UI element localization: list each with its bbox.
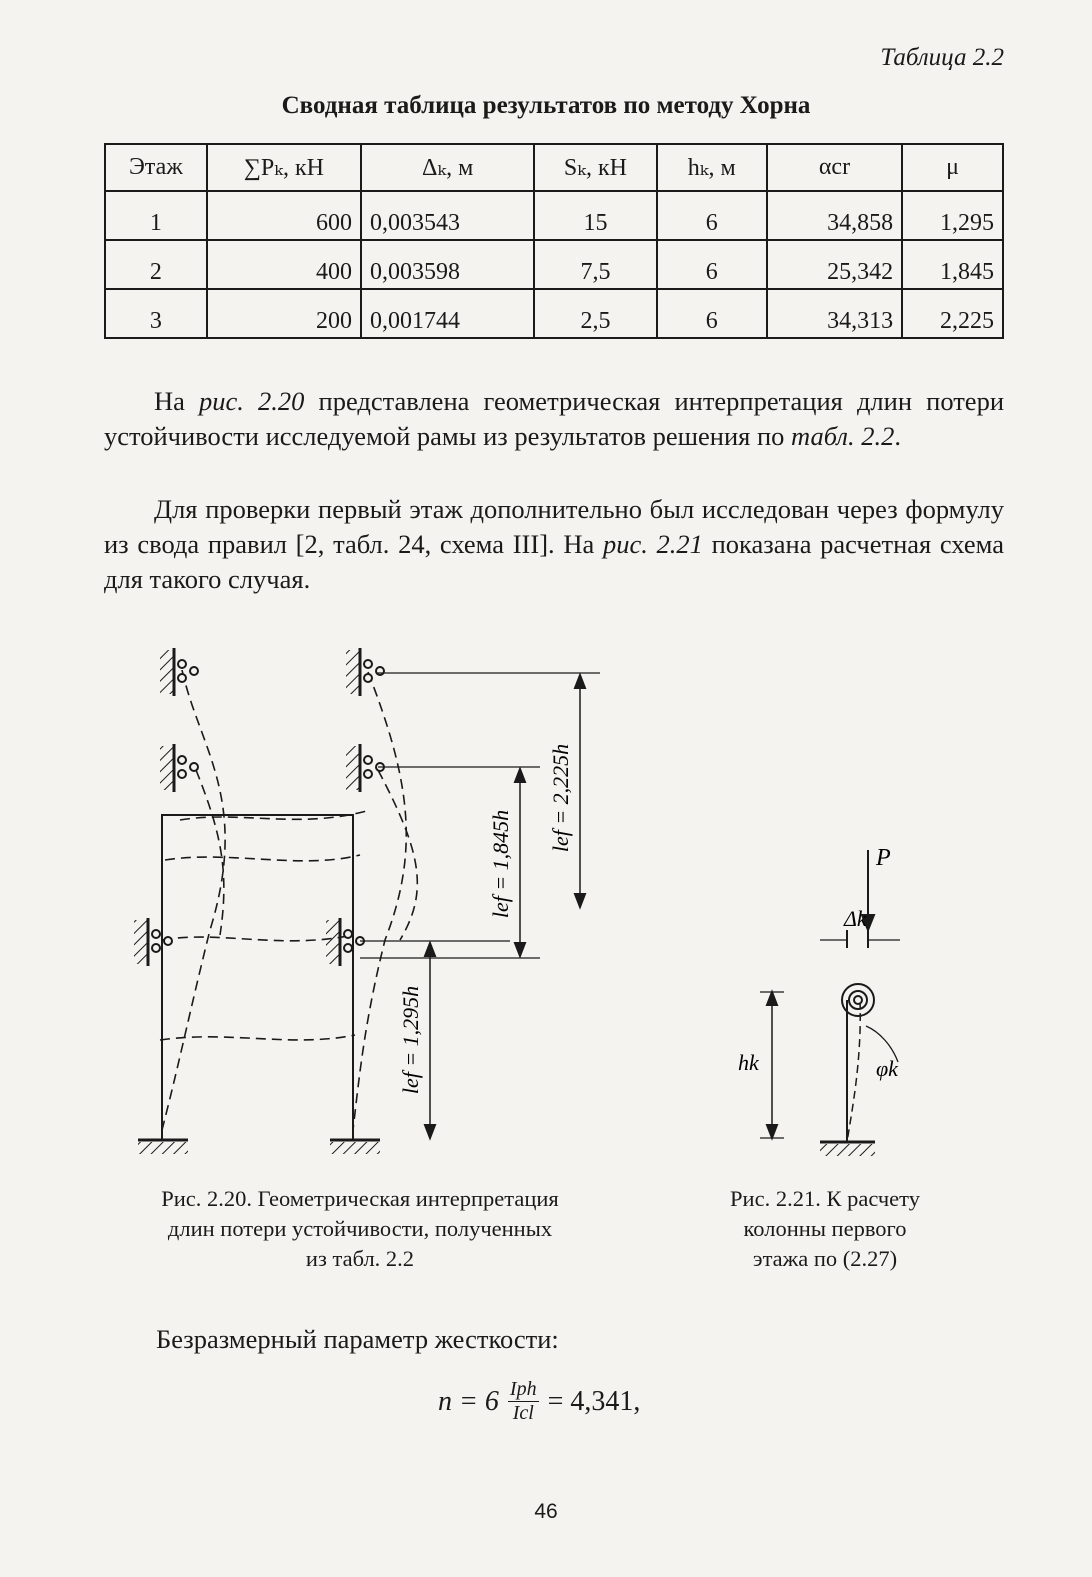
left-lower-hinge bbox=[134, 918, 172, 966]
figure-2-21-diagram bbox=[720, 820, 1020, 1170]
left-upper-hinge bbox=[160, 648, 198, 696]
table-cell: 34,858 bbox=[767, 191, 902, 240]
table-cell: 2,5 bbox=[534, 289, 656, 338]
paragraph-text: . bbox=[894, 421, 901, 451]
table-cell: 400 bbox=[207, 240, 361, 289]
table-cell: 6 bbox=[657, 289, 767, 338]
formula-rhs: = 4,341, bbox=[547, 1385, 641, 1417]
col-header-alpha: αcr bbox=[767, 144, 902, 191]
paragraph-text: показана расчетная схема для такого случая. bbox=[104, 529, 1005, 594]
frame-outline bbox=[162, 815, 353, 1140]
caption-line: Рис. 2.20. Геометрическая интерпретация bbox=[161, 1186, 559, 1211]
table-reference[interactable]: табл. 2.2 bbox=[791, 421, 895, 451]
table-header-row bbox=[105, 144, 1003, 191]
table-label: Таблица 2.2 bbox=[880, 44, 1004, 71]
paragraph-text: Для проверки первый этаж дополнительно был исследован через формулу из свода правил [2, табл. 24, схема III]. На bbox=[104, 494, 1004, 559]
displacement-label: Δk bbox=[844, 906, 867, 931]
paragraph-text: На bbox=[154, 386, 200, 416]
table-cell: 15 bbox=[534, 191, 656, 240]
paragraph-fig-2-21-intro bbox=[104, 492, 1004, 597]
table-row bbox=[105, 191, 1003, 240]
figure-reference[interactable]: рис. 2.20 bbox=[199, 386, 305, 416]
table-cell: 6 bbox=[657, 191, 767, 240]
table-cell: 3 bbox=[105, 289, 207, 338]
effective-length-label-1845: lef = 1,845h bbox=[488, 809, 513, 919]
paragraph-fig-2-20-intro bbox=[104, 384, 1004, 454]
table-cell: 600 bbox=[207, 191, 361, 240]
table-cell: 6 bbox=[657, 240, 767, 289]
table-row bbox=[105, 240, 1003, 289]
figure-2-20-diagram bbox=[120, 630, 680, 1170]
formula-fraction bbox=[508, 1378, 539, 1425]
table-cell: 25,342 bbox=[767, 240, 902, 289]
col-header-floor: Этаж bbox=[105, 144, 207, 191]
caption-line: длин потери устойчивости, полученных bbox=[167, 1216, 553, 1241]
height-label: hk bbox=[738, 1050, 759, 1075]
right-upper-hinge bbox=[346, 648, 384, 696]
caption-line: Рис. 2.21. К расчету bbox=[730, 1186, 920, 1211]
formula-numerator: Iph bbox=[509, 1378, 537, 1400]
left-middle-hinge bbox=[160, 744, 198, 792]
caption-figure-2-20 bbox=[100, 1184, 620, 1274]
formula-lead-text: Безразмерный параметр жесткости: bbox=[156, 1324, 559, 1354]
table-title: Сводная таблица результатов по методу Хорна bbox=[281, 92, 811, 119]
page-number: 46 bbox=[534, 1500, 558, 1523]
table-cell: 0,003543 bbox=[361, 191, 534, 240]
formula-lhs: n = 6 bbox=[438, 1385, 499, 1417]
col-header-mu: μ bbox=[902, 144, 1003, 191]
effective-length-label-2225: lef = 2,225h bbox=[548, 743, 573, 853]
caption-line: из табл. 2.2 bbox=[305, 1246, 415, 1271]
table-cell: 2 bbox=[105, 240, 207, 289]
stiffness-formula bbox=[438, 1378, 640, 1425]
table-cell: 1,295 bbox=[902, 191, 1003, 240]
table-cell: 0,003598 bbox=[361, 240, 534, 289]
paragraph-text: представлена геометрическая интерпретация длин потери устойчивости исследуемой рамы из результатов решения по bbox=[104, 386, 1004, 451]
table-row bbox=[105, 289, 1003, 338]
table-cell: 0,001744 bbox=[361, 289, 534, 338]
load-label: P bbox=[876, 845, 891, 871]
deflected-column bbox=[847, 1000, 860, 1142]
table-cell: 200 bbox=[207, 289, 361, 338]
col-header-displacement: Δₖ, м bbox=[361, 144, 534, 191]
results-table bbox=[104, 143, 1004, 339]
caption-figure-2-21 bbox=[690, 1184, 960, 1274]
buckling-shapes bbox=[160, 670, 417, 1130]
formula-denominator: Icl bbox=[512, 1402, 534, 1424]
figure-reference[interactable]: рис. 2.21 bbox=[602, 529, 703, 559]
table-cell: 34,313 bbox=[767, 289, 902, 338]
rotation-label: φk bbox=[876, 1056, 898, 1081]
caption-line: этажа по (2.27) bbox=[752, 1246, 898, 1271]
effective-length-label-1295: lef = 1,295h bbox=[398, 985, 423, 1095]
col-header-shear: Sₖ, кН bbox=[534, 144, 656, 191]
table-cell: 2,225 bbox=[902, 289, 1003, 338]
table-cell: 1,845 bbox=[902, 240, 1003, 289]
caption-line: колонны первого bbox=[743, 1216, 907, 1241]
right-lower-hinge bbox=[326, 918, 364, 966]
table-cell: 1 bbox=[105, 191, 207, 240]
col-header-load: ∑Pₖ, кН bbox=[207, 144, 361, 191]
col-header-height: hₖ, м bbox=[657, 144, 767, 191]
right-middle-hinge bbox=[346, 744, 384, 792]
table-cell: 7,5 bbox=[534, 240, 656, 289]
